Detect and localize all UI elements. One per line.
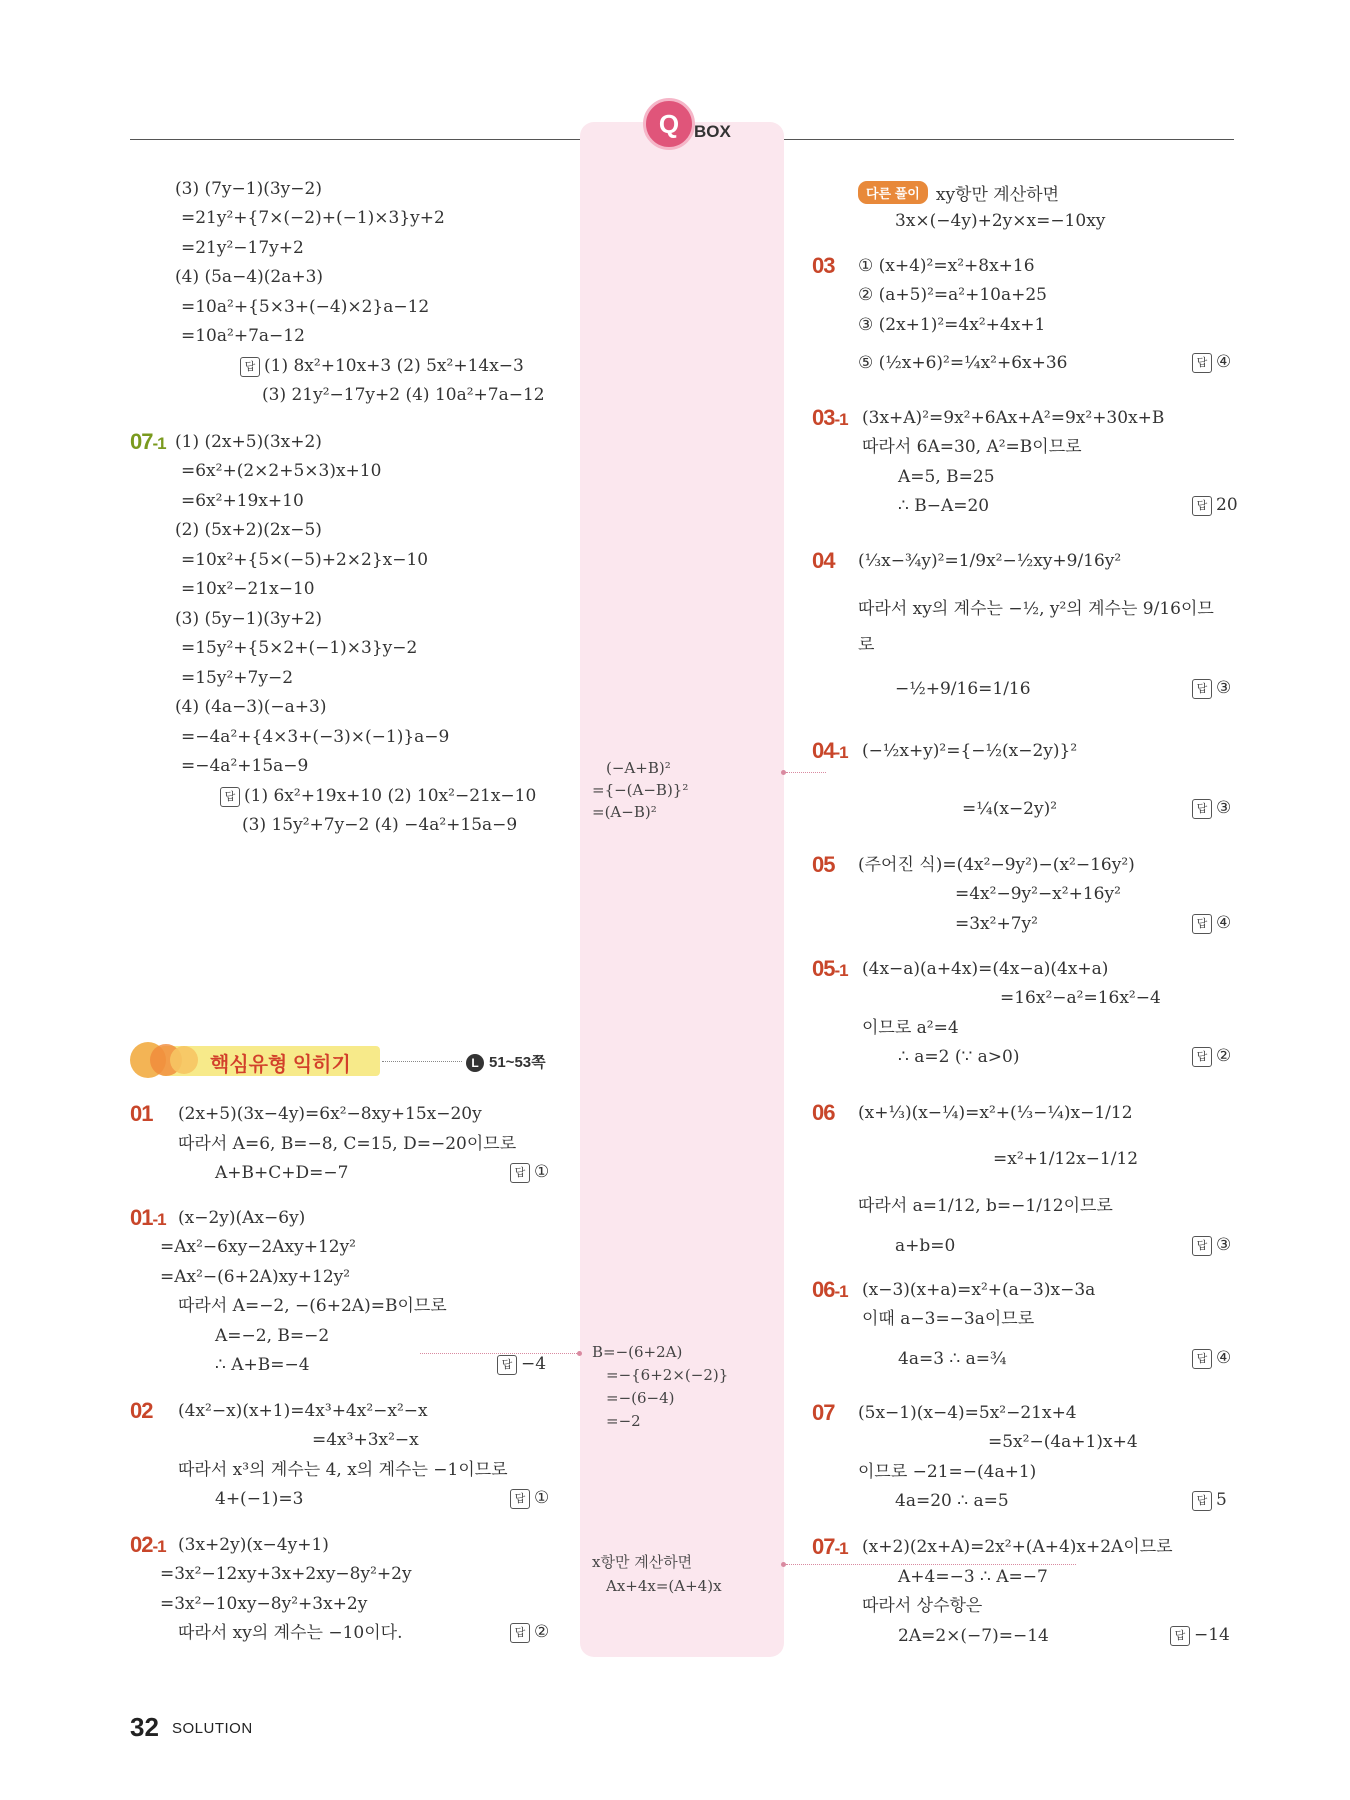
solution-line: (3x+2y)(x−4y+1) bbox=[178, 1535, 329, 1555]
solution-line: 따라서 xy의 계수는 −10이다. bbox=[178, 1623, 403, 1643]
solution-line: A+B+C+D=−7 bbox=[215, 1163, 349, 1183]
solution-line: (−½x+y)²={−½(x−2y)}² bbox=[862, 741, 1078, 761]
solution-line: =21y²+{7×(−2)+(−1)×3}y+2 bbox=[181, 208, 445, 228]
solution-line: 3x×(−4y)+2y×x=−10xy bbox=[895, 211, 1106, 231]
answer-line: 답 ② bbox=[1192, 1046, 1231, 1067]
solution-line: 이므로 −21=−(4a+1) bbox=[858, 1462, 1037, 1482]
solution-line: =6x²+(2×2+5×3)x+10 bbox=[181, 461, 382, 481]
solution-line: =5x²−(4a+1)x+4 bbox=[988, 1432, 1138, 1452]
problem-number-04-1: 04-1 bbox=[812, 738, 848, 763]
solution-line: −½+9/16=1/16 bbox=[895, 679, 1031, 699]
solution-line: =10x²+{5×(−5)+2×2}x−10 bbox=[181, 550, 429, 570]
solution-line: =21y²−17y+2 bbox=[181, 238, 304, 258]
solution-line: =15y²+7y−2 bbox=[181, 668, 294, 688]
solution-line: =−4a²+{4×3+(−3)×(−1)}a−9 bbox=[181, 727, 450, 747]
solution-line: 따라서 상수항은 bbox=[862, 1596, 983, 1616]
answer-line: 답 (1) 8x²+10x+3 (2) 5x²+14x−3 bbox=[240, 356, 524, 377]
solution-line: (2x+5)(3x−4y)=6x²−8xy+15x−20y bbox=[178, 1104, 482, 1124]
solution-line: (x+2)(2x+A)=2x²+(A+4)x+2A이므로 bbox=[862, 1537, 1173, 1557]
solution-line: =10a²+7a−12 bbox=[181, 326, 305, 346]
problem-number-07-1: 07-1 bbox=[812, 1534, 848, 1559]
solution-line: =¼(x−2y)² bbox=[962, 799, 1058, 819]
problem-number-06-1: 06-1 bbox=[812, 1277, 848, 1302]
footer-label: SOLUTION bbox=[172, 1720, 253, 1737]
solution-line: ∴ a=2 (∵ a>0) bbox=[898, 1047, 1020, 1067]
solution-line: (x−3)(x+a)=x²+(a−3)x−3a bbox=[862, 1280, 1096, 1300]
solution-line: =Ax²−(6+2A)xy+12y² bbox=[160, 1267, 351, 1287]
solution-line: ② (a+5)²=a²+10a+25 bbox=[858, 285, 1048, 305]
solution-line: =4x³+3x²−x bbox=[312, 1430, 419, 1450]
solution-line: 따라서 xy의 계수는 −½, y²의 계수는 9/16이므 bbox=[858, 599, 1214, 619]
solution-line: (4x²−x)(x+1)=4x³+4x²−x²−x bbox=[178, 1401, 428, 1421]
answer-line: 답 ④ bbox=[1192, 1348, 1231, 1369]
solution-line: a+b=0 bbox=[895, 1236, 956, 1256]
other-solution: 다른 풀이 xy항만 계산하면 bbox=[858, 181, 1059, 206]
solution-line: 4a=3 ∴ a=¾ bbox=[898, 1349, 1007, 1369]
solution-line: (4) (4a−3)(−a+3) bbox=[175, 697, 327, 717]
solution-line: (5x−1)(x−4)=5x²−21x+4 bbox=[858, 1403, 1077, 1423]
q-box-label: BOX bbox=[694, 122, 731, 141]
solution-line: 이때 a−3=−3a이므로 bbox=[862, 1309, 1035, 1329]
solution-line: =6x²+19x+10 bbox=[181, 491, 304, 511]
solution-line: A=−2, B=−2 bbox=[215, 1326, 330, 1346]
answer-line: 답 ③ bbox=[1192, 1235, 1231, 1256]
solution-line: 따라서 A=6, B=−8, C=15, D=−20이므로 bbox=[178, 1134, 517, 1154]
solution-line: =x²+1/12x−1/12 bbox=[993, 1149, 1139, 1169]
solution-line: 이므로 a²=4 bbox=[862, 1018, 959, 1038]
section-title: 핵심유형 익히기 bbox=[210, 1054, 351, 1076]
problem-number-05-1: 05-1 bbox=[812, 956, 848, 981]
solution-line: (3) (7y−1)(3y−2) bbox=[175, 179, 322, 199]
qbox-note: Ax+4x=(A+4)x bbox=[606, 1577, 722, 1595]
answer-line: 답 20 bbox=[1192, 495, 1238, 516]
qbox-note: =−{6+2×(−2)} bbox=[606, 1366, 729, 1384]
answer-line: 답 −4 bbox=[497, 1354, 546, 1375]
q-box-icon: Q bbox=[643, 98, 695, 150]
solution-line: ∴ B−A=20 bbox=[898, 496, 990, 516]
connector-line bbox=[786, 772, 826, 773]
solution-line: =16x²−a²=16x²−4 bbox=[1000, 988, 1161, 1008]
solution-line: (3x+A)²=9x²+6Ax+A²=9x²+30x+B bbox=[862, 408, 1165, 428]
qbox-note: ={−(A−B)}² bbox=[592, 781, 689, 799]
solution-line: 따라서 A=−2, −(6+2A)=B이므로 bbox=[178, 1296, 447, 1316]
answer-line: 답 ④ bbox=[1192, 913, 1231, 934]
solution-line: 로 bbox=[858, 635, 875, 655]
answer-line: 답 −14 bbox=[1170, 1625, 1230, 1646]
answer-line: 답 ② bbox=[510, 1622, 549, 1643]
solution-line: =10x²−21x−10 bbox=[181, 579, 315, 599]
solution-line: =−4a²+15a−9 bbox=[181, 756, 309, 776]
answer-mark: 답 bbox=[240, 357, 260, 377]
solution-line: A+4=−3 ∴ A=−7 bbox=[898, 1567, 1048, 1587]
solution-line: (x+⅓)(x−¼)=x²+(⅓−¼)x−1/12 bbox=[858, 1103, 1133, 1123]
leader-dots bbox=[382, 1061, 462, 1062]
page-reference: L 51~53쪽 bbox=[466, 1051, 546, 1072]
qbox-note: (−A+B)² bbox=[606, 759, 671, 777]
solution-line: 따라서 a=1/12, b=−1/12이므로 bbox=[858, 1196, 1113, 1216]
problem-number-07: 07 bbox=[812, 1400, 835, 1425]
answer-line: 답 ① bbox=[510, 1162, 549, 1183]
qbox-note: B=−(6+2A) bbox=[592, 1343, 683, 1361]
solution-line: (x−2y)(Ax−6y) bbox=[178, 1208, 306, 1228]
answer-line: 답 ④ bbox=[1192, 352, 1231, 373]
solution-line: ∴ A+B=−4 bbox=[215, 1355, 310, 1375]
problem-number-02-1: 02-1 bbox=[130, 1532, 166, 1557]
problem-number-04: 04 bbox=[812, 548, 835, 573]
solution-line: 4+(−1)=3 bbox=[215, 1489, 304, 1509]
solution-line: =3x²−12xy+3x+2xy−8y²+2y bbox=[160, 1564, 412, 1584]
page-number: 32 bbox=[130, 1712, 159, 1742]
solution-line: =4x²−9y²−x²+16y² bbox=[955, 884, 1121, 904]
qbox-note: x항만 계산하면 bbox=[592, 1553, 693, 1571]
answer-line: 답 ③ bbox=[1192, 798, 1231, 819]
problem-number-01-1: 01-1 bbox=[130, 1205, 166, 1230]
solution-line: 따라서 6A=30, A²=B이므로 bbox=[862, 437, 1082, 457]
solution-line: 따라서 x³의 계수는 4, x의 계수는 −1이므로 bbox=[178, 1460, 508, 1480]
qbox-note: =(A−B)² bbox=[592, 803, 657, 821]
connector-line bbox=[420, 1353, 577, 1354]
solution-line: 4a=20 ∴ a=5 bbox=[895, 1491, 1009, 1511]
answer-line: (3) 15y²+7y−2 (4) −4a²+15a−9 bbox=[242, 815, 518, 835]
solution-line: (2) (5x+2)(2x−5) bbox=[175, 520, 322, 540]
solution-line: =3x²−10xy−8y²+3x+2y bbox=[160, 1594, 368, 1614]
answer-line: 답 (1) 6x²+19x+10 (2) 10x²−21x−10 bbox=[220, 786, 536, 807]
connector-line bbox=[786, 1564, 1076, 1565]
solution-line: =15y²+{5×2+(−1)×3}y−2 bbox=[181, 638, 418, 658]
connector-dot bbox=[577, 1351, 582, 1356]
lesson-icon: L bbox=[466, 1054, 484, 1072]
problem-number-01: 01 bbox=[130, 1101, 153, 1126]
problem-number-03-1: 03-1 bbox=[812, 405, 848, 430]
solution-line: =Ax²−6xy−2Axy+12y² bbox=[160, 1237, 356, 1257]
problem-number-02: 02 bbox=[130, 1398, 153, 1423]
problem-number-03: 03 bbox=[812, 253, 835, 278]
solution-line: 2A=2×(−7)=−14 bbox=[898, 1626, 1049, 1646]
problem-number-05: 05 bbox=[812, 852, 835, 877]
solution-line: (⅓x−¾y)²=1/9x²−½xy+9/16y² bbox=[858, 551, 1122, 571]
solution-line: ① (x+4)²=x²+8x+16 bbox=[858, 256, 1035, 276]
qbox-note: =−(6−4) bbox=[606, 1389, 675, 1407]
answer-line: 답 ① bbox=[510, 1488, 549, 1509]
solution-line: (1) (2x+5)(3x+2) bbox=[175, 432, 322, 452]
solution-line: (3) (5y−1)(3y+2) bbox=[175, 609, 322, 629]
section-banner bbox=[130, 1040, 380, 1080]
answer-line: 답 5 bbox=[1192, 1490, 1227, 1511]
solution-line: A=5, B=25 bbox=[898, 467, 995, 487]
problem-number-07-1: 07-1 bbox=[130, 429, 166, 454]
solution-line: ⑤ (½x+6)²=¼x²+6x+36 bbox=[858, 353, 1068, 373]
other-solution-badge: 다른 풀이 bbox=[858, 181, 928, 204]
solution-line: =3x²+7y² bbox=[955, 914, 1038, 934]
solution-line: =10a²+{5×3+(−4)×2}a−12 bbox=[181, 297, 430, 317]
solution-line: (주어진 식)=(4x²−9y²)−(x²−16y²) bbox=[858, 855, 1135, 875]
qbox-note: =−2 bbox=[606, 1412, 641, 1430]
solution-line: (4x−a)(a+4x)=(4x−a)(4x+a) bbox=[862, 959, 1109, 979]
problem-number-06: 06 bbox=[812, 1100, 835, 1125]
solution-line: ③ (2x+1)²=4x²+4x+1 bbox=[858, 315, 1046, 335]
answer-line: (3) 21y²−17y+2 (4) 10a²+7a−12 bbox=[262, 385, 545, 405]
solution-line: (4) (5a−4)(2a+3) bbox=[175, 267, 324, 287]
answer-line: 답 ③ bbox=[1192, 678, 1231, 699]
